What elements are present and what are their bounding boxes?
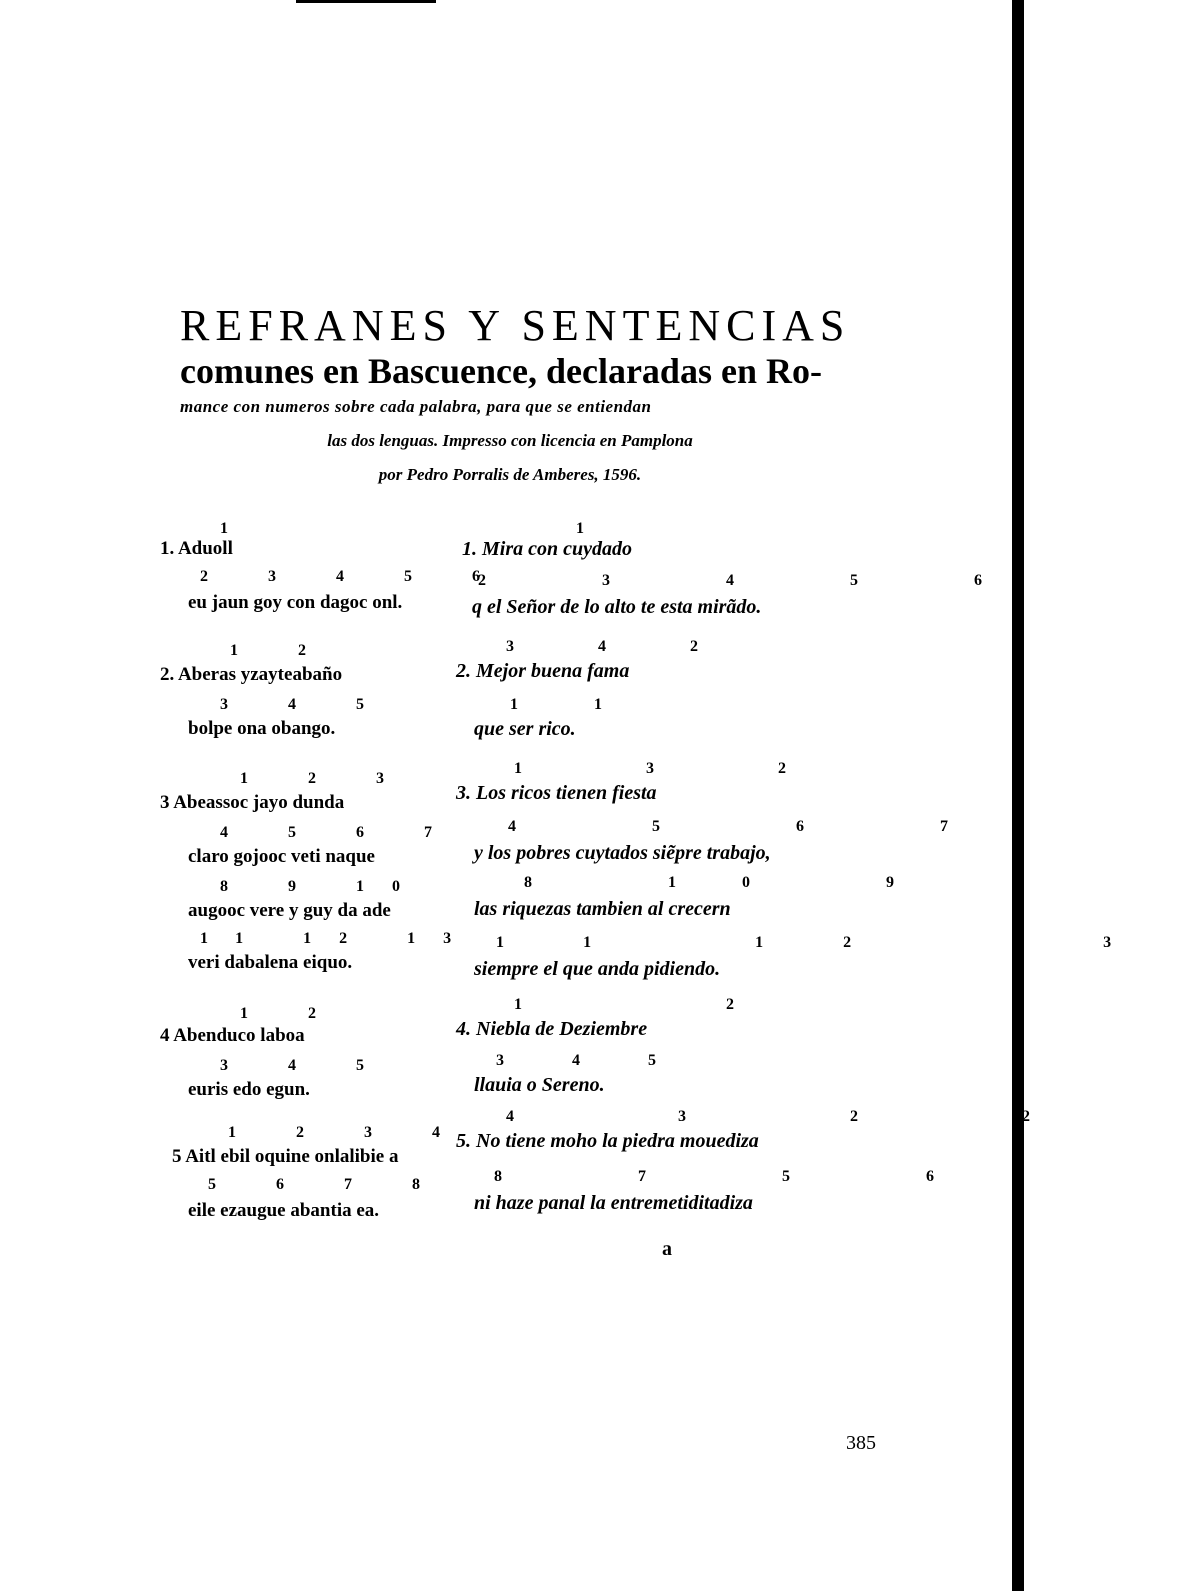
imprint-line-1: mance con numeros sobre cada palabra, para que se entiendan [180, 397, 652, 416]
proverb-line: 3. Los ricos tienen fiesta [456, 782, 657, 804]
proverb-line: 3 Abeassoc jayo dunda [160, 792, 345, 813]
word-numbers: 4 3 2 2 [506, 1108, 1110, 1125]
word-numbers: 2 3 4 5 6 [200, 568, 508, 585]
proverb-line: 4 Abenduco laboa [160, 1025, 305, 1046]
proverb-line: 4. Niebla de Deziembre [456, 1018, 648, 1040]
proverb-line: 5 Aitl ebil oquine onlalibie a [172, 1146, 399, 1167]
proverb-line: siempre el que anda pidiendo. [474, 958, 721, 980]
word-numbers: 1 2 3 4 [228, 1124, 468, 1141]
proverb-line: veri dabalena eiquo. [188, 952, 353, 973]
proverb-line: euris edo egun. [188, 1079, 310, 1100]
title-block [180, 300, 851, 492]
proverb-line: que ser rico. [474, 718, 576, 740]
proverb-line: 1. Mira con cuydado [462, 538, 632, 560]
proverb-line: ni haze panal la entremetiditadiza [474, 1192, 753, 1214]
word-numbers: 8 10 9 [524, 874, 960, 891]
word-numbers: 1 2 [230, 642, 334, 659]
word-numbers: 5 6 7 8 [208, 1176, 448, 1193]
frame-right-edge [1012, 0, 1024, 1591]
word-numbers: 1 [220, 520, 256, 537]
word-numbers: 1 2 [514, 996, 834, 1013]
word-numbers: 3 4 5 [496, 1052, 688, 1069]
word-numbers: 3 4 5 [220, 1057, 392, 1074]
proverb-line: q el Señor de lo alto te esta mirãdo. [472, 596, 762, 618]
page-title: REFRANES Y SENTENCIAS [180, 301, 851, 350]
page-number: 385 [846, 1432, 876, 1454]
frame-top-edge [296, 0, 436, 3]
word-numbers: 3 4 2 [506, 638, 738, 655]
proverb-line: las riquezas tambien al crecern [474, 898, 731, 920]
word-numbers: 4 5 6 7 [220, 824, 460, 841]
word-numbers: 1 2 3 [240, 770, 412, 787]
signature-mark: a [662, 1238, 672, 1260]
word-numbers: 1 3 2 [514, 760, 846, 777]
proverb-line: 1. Aduoll [160, 538, 233, 559]
word-numbers: 11 12 13 [200, 930, 480, 947]
word-numbers: 4 5 6 7 [508, 818, 1014, 835]
word-numbers: 11 12 13 [496, 934, 1191, 951]
proverb-line: 2. Mejor buena fama [456, 660, 630, 682]
word-numbers: 1 [576, 520, 612, 537]
word-numbers: 1 1 [510, 696, 638, 713]
page-subtitle: comunes en Bascuence, declaradas en Ro- [180, 351, 822, 391]
proverb-line: 2. Aberas yzayteabaño [160, 664, 343, 685]
word-numbers: 2 3 4 5 6 [478, 572, 1038, 589]
word-numbers: 1 2 [240, 1005, 344, 1022]
proverb-line: eile ezaugue abantia ea. [188, 1200, 380, 1221]
proverb-line: bolpe ona obango. [188, 718, 336, 739]
word-numbers: 8 7 5 6 [494, 1168, 1000, 1185]
imprint-line-2: las dos lenguas. Impresso con licencia en Pamplona [327, 431, 693, 450]
proverb-line: 5. No tiene moho la piedra mouediza [456, 1130, 759, 1152]
imprint-line-3: por Pedro Porralis de Amberes, 1596. [378, 465, 642, 484]
proverb-line: eu jaun goy con dagoc onl. [188, 592, 403, 613]
proverb-line: llauia o Sereno. [474, 1074, 605, 1096]
proverb-line: augooc vere y guy da ade [188, 900, 391, 921]
word-numbers: 8 9 10 [220, 878, 428, 895]
proverb-line: claro gojooc veti naque [188, 846, 375, 867]
word-numbers: 3 4 5 [220, 696, 392, 713]
proverb-line: y los pobres cuytados siẽpre trabajo, [474, 842, 771, 864]
